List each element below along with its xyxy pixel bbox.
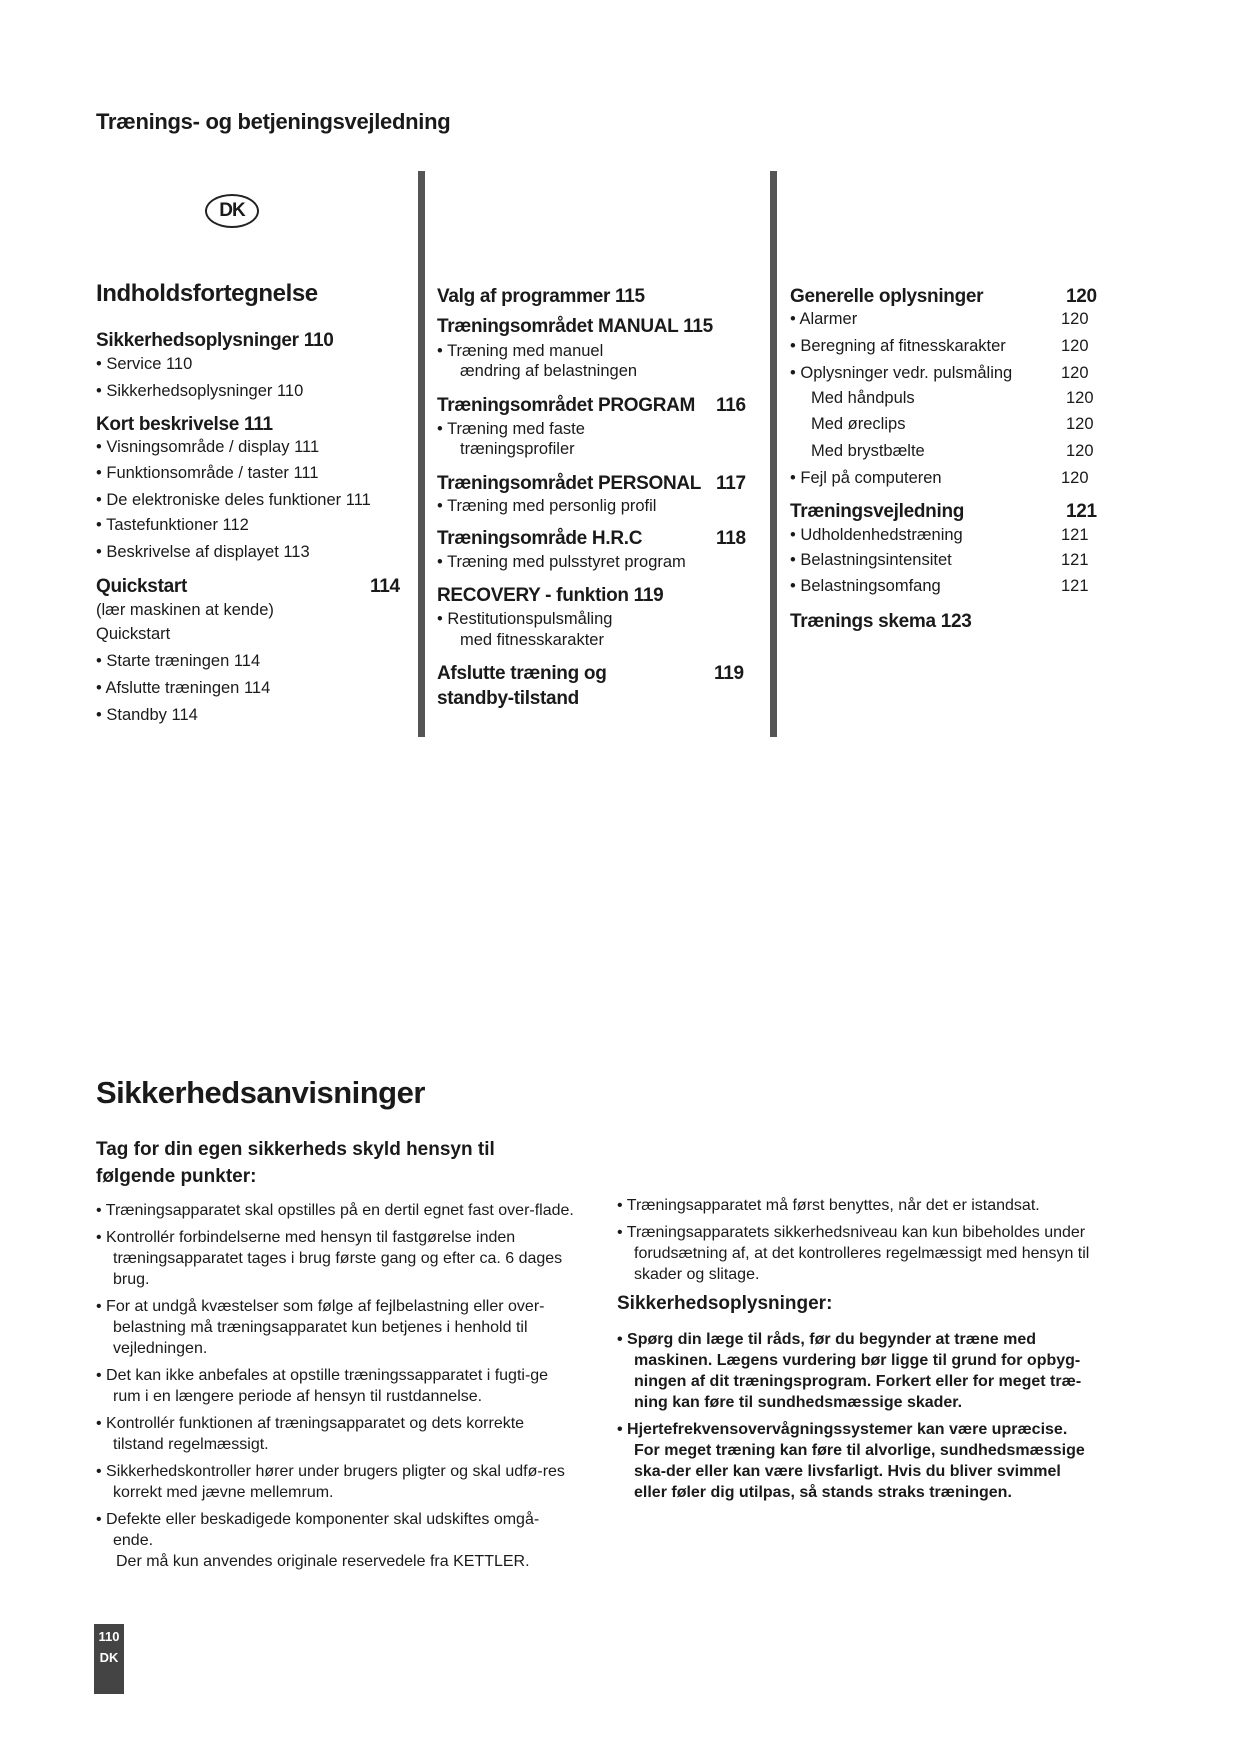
column-divider	[770, 171, 777, 737]
toc-item: • Sikkerhedsoplysninger 110	[96, 382, 304, 400]
info-item: • Hjertefrekvensovervågningssystemer kan være upræcise. For meget træning kan føre til alvorlige, sundhedsmæssige ska-der eller kan være livsfarligt. Hvis du bliver svimmel eller føler dig utilpas, så stands straks træningen.	[617, 1419, 1097, 1503]
toc-item: Quickstart	[96, 625, 171, 643]
toc-page: 116	[716, 395, 746, 416]
toc-heading: Træningsområde H.R.C	[437, 528, 643, 549]
safety-note: Der må kun anvendes originale reservedele fra KETTLER.	[116, 1553, 530, 1570]
language-badge: DK	[205, 194, 259, 228]
toc-item: • Udholdenhedstræning	[790, 526, 963, 544]
toc-heading: Trænings skema 123	[790, 611, 972, 632]
toc-heading: Kort beskrivelse 111	[96, 414, 273, 435]
toc-item: • Service 110	[96, 355, 193, 373]
toc-heading: Træningsvejledning	[790, 501, 965, 522]
toc-item: ændring af belastningen	[460, 362, 638, 380]
toc-heading: standby-tilstand	[437, 688, 579, 709]
toc-heading: Træningsområdet PERSONAL	[437, 473, 702, 494]
toc-item: • Visningsområde / display 111	[96, 438, 320, 456]
toc-item: træningsprofiler	[460, 440, 575, 458]
toc-page: 120	[1066, 286, 1097, 307]
toc-page: 117	[716, 473, 746, 494]
toc-item: • Standby 114	[96, 706, 198, 724]
toc-item: med fitnesskarakter	[460, 631, 604, 649]
toc-page: 120	[1061, 469, 1089, 487]
toc-page: 121	[1061, 526, 1089, 544]
toc-item: • Træning med pulsstyret program	[437, 553, 686, 571]
toc-item: • Træning med personlig profil	[437, 497, 657, 515]
toc-item: • Starte træningen 114	[96, 652, 261, 670]
safety-item: • Træningsapparatet må først benyttes, når det er istandsat.	[617, 1195, 1097, 1216]
toc-item: • Træning med manuel	[437, 342, 604, 360]
toc-item: • Beskrivelse af displayet 113	[96, 543, 310, 561]
safety-item: • Det kan ikke anbefales at opstille træningssapparatet i fugti-ge rum i en længere periode af hensyn til rustdannelse.	[96, 1365, 574, 1407]
info-title: Sikkerhedsoplysninger:	[617, 1293, 833, 1314]
safety-item: • Kontrollér forbindelserne med hensyn til fastgørelse inden træningsapparatet tages i brug første gang og efter ca. 6 dages brug.	[96, 1227, 574, 1290]
toc-item: • Træning med faste	[437, 420, 585, 438]
toc-item: Med brystbælte	[811, 442, 925, 460]
toc-item: • Afslutte træningen 114	[96, 679, 271, 697]
safety-item: • Sikkerhedskontroller hører under brugers pligter og skal udfø-res korrekt med jævne mellemrum.	[96, 1461, 574, 1503]
toc-item: • Belastningsintensitet	[790, 551, 952, 569]
column-divider	[418, 171, 425, 737]
safety-item: • Kontrollér funktionen af træningsapparatet og dets korrekte tilstand regelmæssigt.	[96, 1413, 574, 1455]
toc-heading: Træningsområdet MANUAL 115	[437, 316, 713, 337]
document-header: Trænings- og betjeningsvejledning	[96, 109, 451, 134]
toc-page: 119	[714, 663, 744, 684]
toc-page: 120	[1066, 442, 1094, 460]
toc-item: • Oplysninger vedr. pulsmåling	[790, 364, 1013, 382]
toc-item: • Funktionsområde / taster 111	[96, 464, 319, 482]
toc-heading: RECOVERY - funktion 119	[437, 585, 664, 606]
section-title: Sikkerhedsanvisninger	[96, 1075, 425, 1110]
toc-page: 114	[370, 576, 400, 597]
info-item: • Spørg din læge til råds, før du begynder at træne med maskinen. Lægens vurdering bør ligge til grund for opbyg-ningen af dit træningsprogram. Forkert eller for meget træ-ning kan føre til sundhedsmæssige skader.	[617, 1329, 1097, 1413]
toc-page: 120	[1061, 337, 1089, 355]
toc-item: (lær maskinen at kende)	[96, 601, 274, 619]
toc-item: • Restitutionspulsmåling	[437, 610, 613, 628]
toc-page: 121	[1061, 577, 1089, 595]
safety-item: • For at undgå kvæstelser som følge af fejlbelastning eller over-belastning må træningsapparatet kun betjenes i henhold til vejledningen.	[96, 1296, 574, 1359]
toc-item: • De elektroniske deles funktioner 111	[96, 491, 371, 509]
toc-page: 120	[1061, 364, 1089, 382]
toc-item: Med håndpuls	[811, 389, 915, 407]
safety-left-column	[96, 1200, 574, 1572]
toc-page: 120	[1066, 389, 1094, 407]
toc-page: 120	[1066, 415, 1094, 433]
section-subtitle: Tag for din egen sikkerheds skyld hensyn til følgende punkter:	[96, 1139, 495, 1187]
page-lang: DK	[99, 1650, 119, 1665]
page-number-tab	[94, 1624, 124, 1694]
toc-item: • Alarmer	[790, 310, 858, 328]
toc-item: • Fejl på computeren	[790, 469, 942, 487]
toc-page: 121	[1061, 551, 1089, 569]
toc-heading: Quickstart	[96, 576, 187, 597]
toc-title: Indholdsfortegnelse	[96, 280, 318, 307]
toc-heading: Sikkerhedsoplysninger 110	[96, 330, 334, 351]
toc-heading: Valg af programmer 115	[437, 286, 645, 307]
safety-item: • Træningsapparatets sikkerhedsniveau kan kun bibeholdes under forudsætning af, at det kontrolleres regelmæssigt med hensyn til skader og slitage.	[617, 1222, 1097, 1285]
toc-item: • Tastefunktioner 112	[96, 516, 249, 534]
page-number: 110	[98, 1629, 120, 1644]
toc-heading: Generelle oplysninger	[790, 286, 984, 307]
toc-item: • Beregning af fitnesskarakter	[790, 337, 1006, 355]
toc-page: 118	[716, 528, 746, 549]
toc-heading: Træningsområdet PROGRAM	[437, 395, 696, 416]
toc-item: Med øreclips	[811, 415, 906, 433]
toc-page: 120	[1061, 310, 1089, 328]
toc-page: 121	[1066, 501, 1097, 522]
safety-item: • Defekte eller beskadigede komponenter skal udskiftes omgå-ende.	[96, 1509, 574, 1551]
safety-right-column	[617, 1195, 1097, 1509]
toc-item: • Belastningsomfang	[790, 577, 941, 595]
toc-heading: Afslutte træning og	[437, 663, 607, 684]
safety-item: • Træningsapparatet skal opstilles på en dertil egnet fast over-flade.	[96, 1200, 574, 1221]
